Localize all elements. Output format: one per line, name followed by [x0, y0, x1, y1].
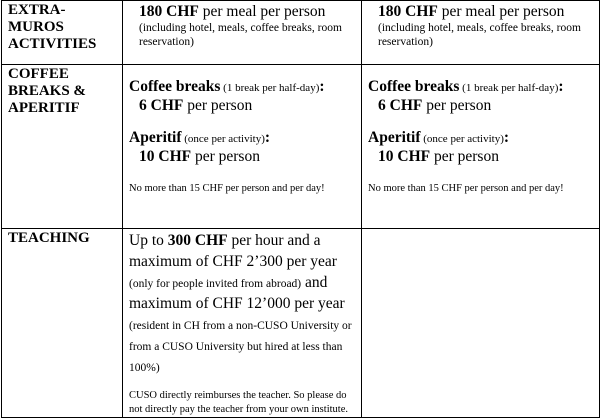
meal-price [129, 2, 355, 21]
coffee-suffix: per person [422, 97, 492, 114]
meal-amount: 180 CHF [378, 3, 438, 20]
row-header-line: APERITIF [8, 100, 80, 116]
aperitif-amount: 10 CHF [378, 148, 431, 165]
aperitif-colon: : [264, 129, 271, 146]
row-coffee-aperitif [2, 65, 600, 229]
aperitif-price [368, 147, 593, 166]
meal-amount-suffix: per meal per person [437, 3, 565, 20]
teaching-rest: per hour and a maximum of CHF 2’300 per year [129, 232, 337, 270]
row-header-line: MUROS [8, 19, 64, 35]
coffee-amount: 6 CHF [139, 97, 184, 114]
cell-teaching-col1 [123, 229, 362, 418]
coffee-colon: : [558, 78, 564, 95]
row-header-line: EXTRA- [8, 2, 66, 18]
daily-limit-note: No more than 15 CHF per person and per day! [368, 183, 564, 194]
row-header-line: COFFEE [8, 66, 69, 82]
teaching-and: and [301, 274, 328, 291]
aperitif-colon: : [503, 129, 510, 146]
coffee-label: Coffee breaks [368, 78, 460, 95]
aperitif-paren: (once per activity) [420, 133, 504, 145]
coffee-price [368, 96, 593, 115]
coffee-paren: (1 break per half-day) [459, 82, 559, 94]
coffee-suffix: per person [183, 97, 253, 114]
coffee-colon: : [319, 78, 325, 95]
meal-amount-suffix: per meal per person [198, 3, 326, 20]
teaching-rate-paragraph [129, 230, 355, 377]
cell-coffee-col2 [362, 65, 600, 229]
coffee-paren: (1 break per half-day) [220, 82, 320, 94]
aperitif-suffix: per person [430, 148, 499, 165]
aperitif-price [129, 147, 355, 166]
coffee-label-line [129, 78, 355, 96]
row-header-teaching [2, 229, 123, 418]
meal-details: (including hotel, meals, coffee breaks, room reservation) [139, 22, 342, 48]
teaching-abroad-paren: (only for people invited from abroad) [129, 278, 302, 290]
aperitif-amount: 10 CHF [139, 148, 192, 165]
teaching-max-resident: maximum of CHF 12’000 per year [129, 295, 345, 312]
row-teaching [2, 229, 600, 418]
teaching-hourly-amount: 300 CHF [167, 232, 228, 249]
teaching-reimburse-note: CUSO directly reimburses the teacher. So please do not directly pay the teacher from your own institute. [129, 390, 348, 415]
aperitif-label-line [129, 129, 355, 147]
coffee-price [129, 96, 355, 115]
meal-price [368, 2, 593, 21]
row-extra-muros [2, 1, 600, 65]
aperitif-label: Aperitif [368, 129, 421, 146]
cost-table [1, 0, 600, 418]
teaching-resident-paren: (resident in CH from a non-CUSO University or from a CUSO University but hired at less than 100%) [129, 320, 352, 374]
row-header-line: BREAKS & [8, 83, 86, 99]
row-header-line: TEACHING [8, 230, 90, 246]
teaching-prefix: Up to [129, 232, 168, 249]
aperitif-label-line [368, 129, 593, 147]
row-header-line: ACTIVITIES [8, 36, 97, 52]
aperitif-paren: (once per activity) [181, 133, 265, 145]
coffee-label-line [368, 78, 593, 96]
cell-teaching-col2-empty [362, 229, 600, 418]
coffee-label: Coffee breaks [129, 78, 221, 95]
daily-limit-note: No more than 15 CHF per person and per day! [129, 183, 325, 194]
meal-amount: 180 CHF [139, 3, 199, 20]
aperitif-suffix: per person [191, 148, 260, 165]
row-header-extra-muros [2, 1, 123, 65]
row-header-coffee-aperitif [2, 65, 123, 229]
cell-extra-muros-col1 [123, 1, 362, 65]
meal-details: (including hotel, meals, coffee breaks, room reservation) [378, 22, 581, 48]
cell-coffee-col1 [123, 65, 362, 229]
coffee-amount: 6 CHF [378, 97, 423, 114]
cell-extra-muros-col2 [362, 1, 600, 65]
aperitif-label: Aperitif [129, 129, 182, 146]
